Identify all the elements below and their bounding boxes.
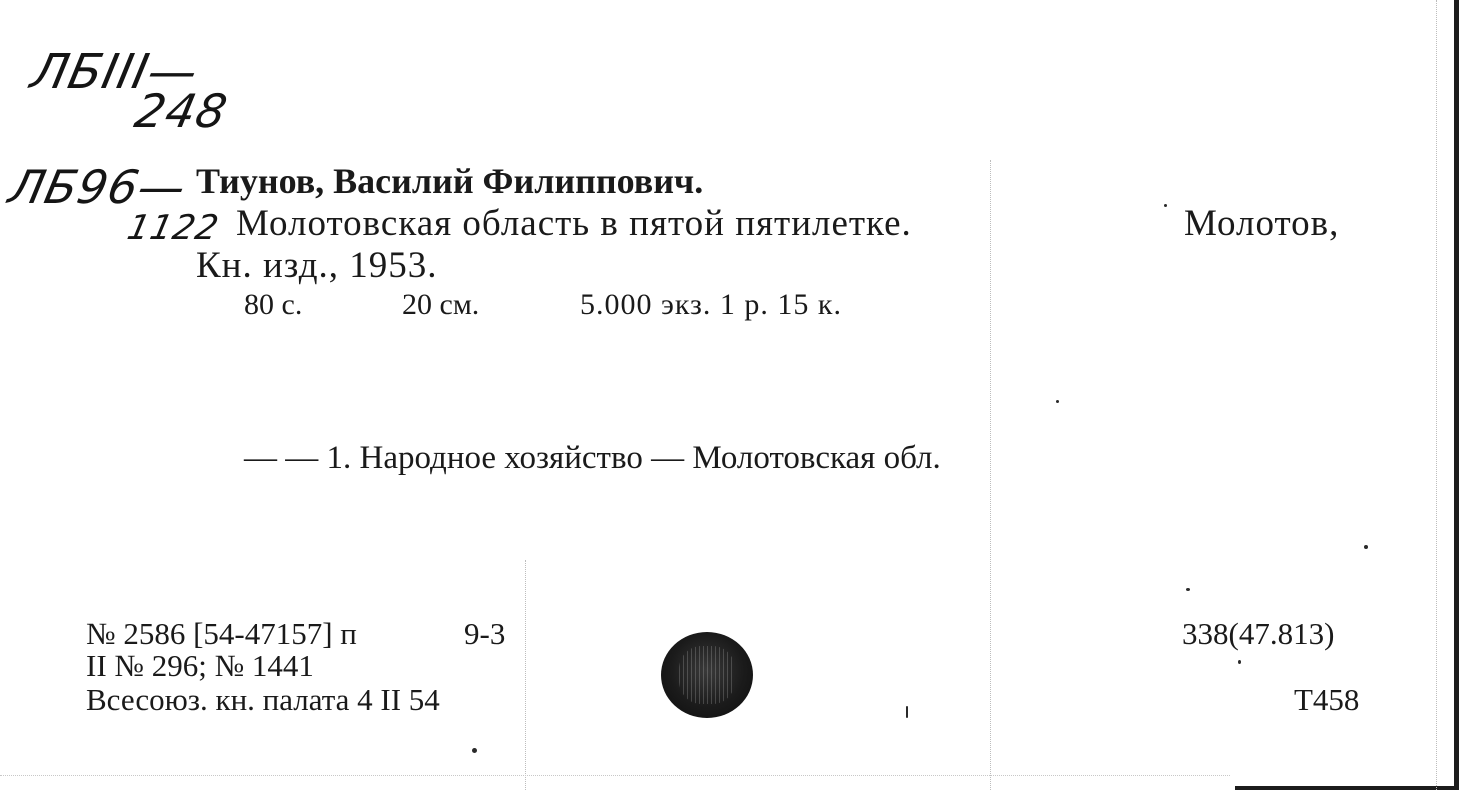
card-reference-line: II № 296; № 1441: [86, 648, 314, 683]
scan-speck: [1238, 660, 1241, 664]
classification-code: 338(47.813): [1182, 616, 1335, 651]
scan-edge-bottom: [1235, 786, 1459, 790]
chamber-imprint-line: Всесоюз. кн. палата 4 II 54: [86, 682, 440, 717]
handwritten-call-number-main-2: 1122: [123, 208, 223, 248]
scan-guide-line: [1436, 0, 1437, 790]
page-count: 80 с.: [244, 288, 303, 321]
scan-speck: [1056, 400, 1059, 403]
handwritten-call-number-top-1: ЛБIII—: [26, 44, 204, 100]
copies-and-price: 5.000 экз. 1 р. 15 к.: [580, 288, 842, 321]
book-size: 20 см.: [402, 288, 480, 321]
author-heading: Тиунов, Василий Филиппович.: [196, 161, 704, 201]
scan-speck: [1364, 545, 1368, 549]
handwritten-call-number-main-1: ЛБ96—: [4, 160, 192, 214]
publication-place: Молотов,: [1184, 203, 1340, 244]
scan-guide-line: [990, 160, 991, 790]
scan-speck: [1186, 588, 1190, 591]
card-number-line: № 2586 [54-47157] п: [86, 616, 357, 651]
handwritten-call-number-top-2: 248: [130, 84, 233, 138]
subject-heading: — — 1. Народное хозяйство — Молотовская обл.: [244, 440, 941, 476]
punch-hole: [661, 632, 753, 718]
title-line: Молотовская область в пятой пятилетке.: [236, 203, 912, 244]
author-mark: Т458: [1294, 682, 1360, 717]
scan-guide-line: [0, 775, 1230, 776]
publisher-year: Кн. изд., 1953.: [196, 245, 438, 286]
card-series-code: 9-3: [464, 616, 506, 651]
scan-speck: [1164, 204, 1167, 207]
scan-speck: [906, 706, 908, 718]
scan-edge-right: [1454, 0, 1459, 790]
scan-guide-line: [525, 560, 526, 790]
scan-speck: [472, 748, 477, 753]
